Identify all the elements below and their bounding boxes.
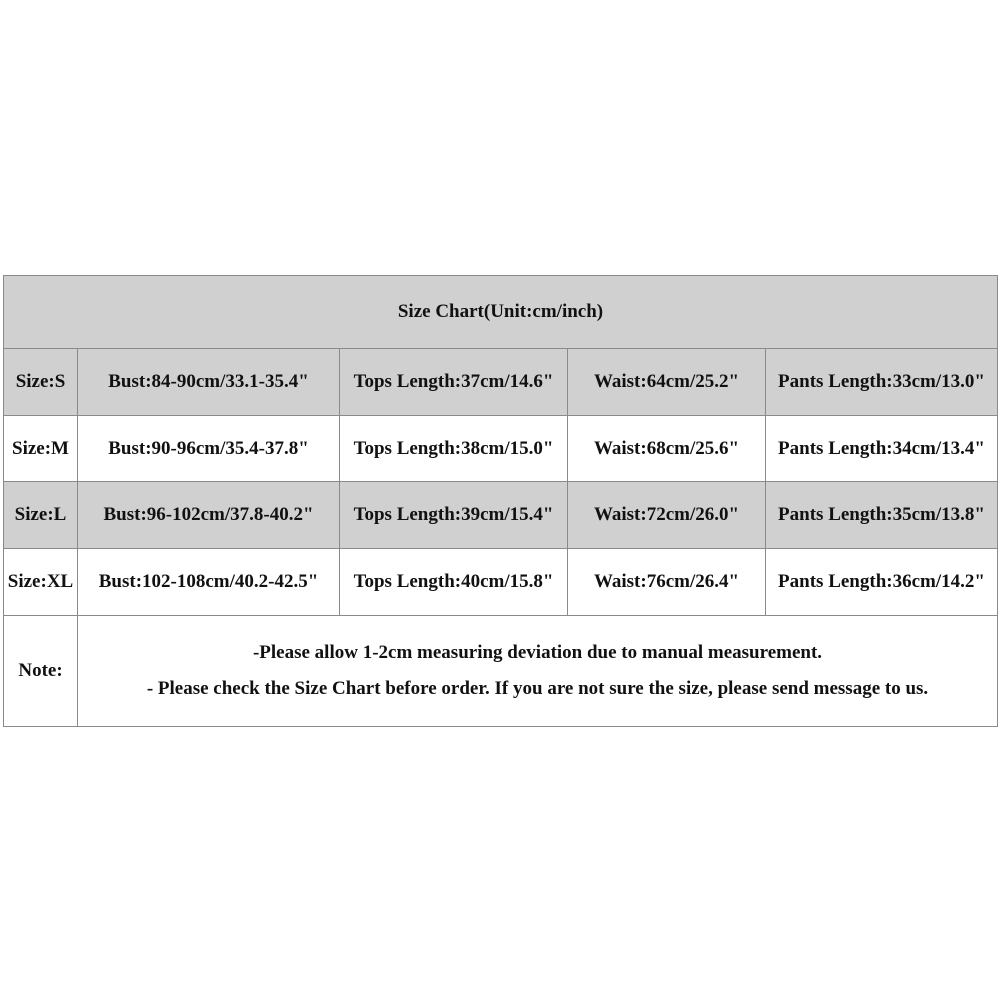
size-chart-title: Size Chart(Unit:cm/inch) — [4, 276, 997, 349]
table-row — [4, 349, 997, 416]
bust-cell: Bust:102-108cm/40.2-42.5" — [78, 549, 340, 615]
pants-length-cell: Pants Length:33cm/13.0" — [778, 371, 985, 392]
pants-length-cell: Pants Length:35cm/13.8" — [778, 504, 985, 525]
size-cell: Size:XL — [4, 549, 78, 615]
table-row — [4, 482, 997, 549]
bust-cell: Bust:84-90cm/33.1-35.4" — [78, 349, 340, 415]
waist-cell: Waist:68cm/25.6" — [568, 416, 766, 481]
tops-length-cell: Tops Length:39cm/15.4" — [340, 482, 568, 548]
tops-length-cell: Tops Length:37cm/14.6" — [340, 349, 568, 415]
tops-length-cell: Tops Length:38cm/15.0" — [340, 416, 568, 481]
note-body — [78, 616, 997, 726]
note-line: -Please allow 1-2cm measuring deviation due to manual measurement. — [252, 642, 823, 663]
waist-cell: Waist:76cm/26.4" — [568, 549, 766, 615]
waist-cell: Waist:64cm/25.2" — [568, 349, 766, 415]
pants-length-cell: Pants Length:36cm/14.2" — [778, 571, 985, 592]
table-row — [4, 549, 997, 616]
size-cell: Size:M — [4, 416, 78, 481]
note-line: - Please check the Size Chart before order. If you are not sure the size, please send message to us. — [146, 678, 929, 699]
table-row — [4, 416, 997, 482]
size-cell: Size:L — [4, 482, 78, 548]
size-chart-table — [3, 275, 998, 727]
note-row — [4, 616, 997, 726]
size-cell: Size:S — [4, 349, 78, 415]
tops-length-cell: Tops Length:40cm/15.8" — [340, 549, 568, 615]
bust-cell: Bust:96-102cm/37.8-40.2" — [78, 482, 340, 548]
pants-length-cell: Pants Length:34cm/13.4" — [778, 437, 985, 459]
waist-cell: Waist:72cm/26.0" — [568, 482, 766, 548]
bust-cell: Bust:90-96cm/35.4-37.8" — [78, 416, 340, 481]
note-label: Note: — [4, 616, 78, 726]
